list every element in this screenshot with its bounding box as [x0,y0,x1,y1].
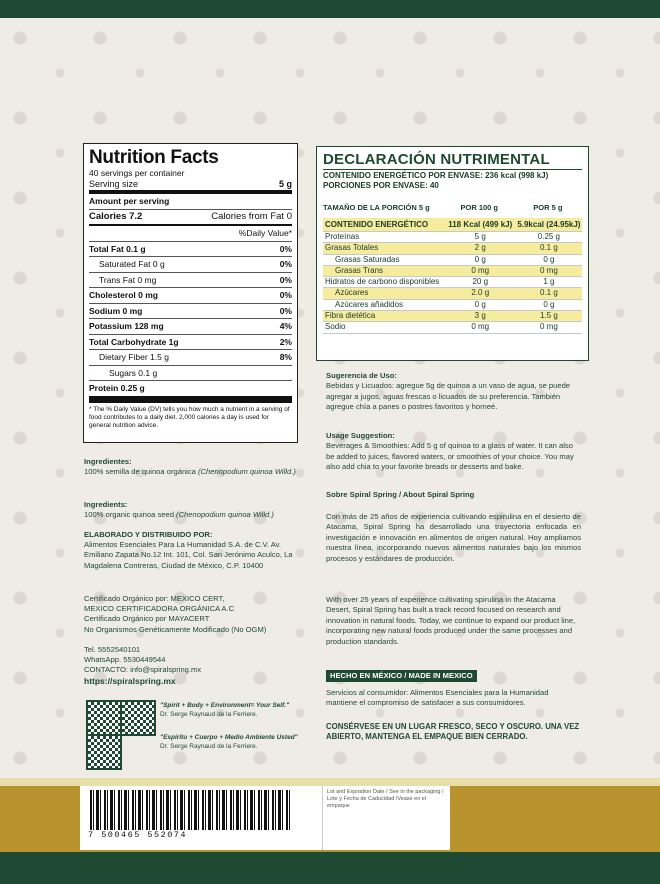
bottom-bar [0,852,660,884]
nutrient-label: Sodium 0 mg [89,305,143,316]
declaracion-label: Grasas Trans [323,265,445,276]
nutrient-row [89,256,292,272]
declaracion-label: Azúcares añadidos [323,299,445,310]
top-bar [0,0,660,18]
hecho-en-mexico-badge: HECHO EN MÉXICO / MADE IN MEXICO [326,670,477,682]
usage-heading: Usage Suggestion: [326,431,395,440]
ingredients-main: 100% organic quinoa seed [84,510,177,520]
elaborado-heading: ELABORADO Y DISTRIBUIDO POR: [84,530,213,539]
calories-row [89,209,292,225]
hecho-block [326,670,581,682]
nutrient-label: Cholesterol 0 mg [89,290,158,300]
declaracion-5g: 0.1 g [514,288,582,299]
declaracion-100g: 0 mg [445,322,514,333]
cert-line-3: Certificado Orgánico por MAYACERT [84,614,210,624]
qr-code-1[interactable] [86,700,122,736]
usage-text: Beverages & Smoothies: Add 5 g of quinoa to a glass of water. It can also be added to juices, flavored waters, or smoothies of your choice. You may also add chia to your favorite breads or desserts and bake. [326,441,574,472]
declaracion-5g: 1 g [514,277,582,288]
declaracion-100g: 3 g [445,311,514,322]
nutrient-dv: 0% [279,259,292,269]
porciones-envase: PORCIONES POR ENVASE: 40 [323,181,439,190]
col-head-5g: POR 5 g [533,203,563,212]
energy-row [323,218,582,232]
contact-email: CONTACTO: info@spiralspring.mx [84,665,202,675]
amount-per-serving [89,190,292,209]
declaracion-row [323,288,582,299]
declaracion-100g: 2.0 g [445,288,514,299]
declaracion-100g: 20 g [445,277,514,288]
declaracion-label: Hidratos de carbono disponibles [323,277,445,288]
barcode-number: 7 500465 552074 [88,830,188,840]
nutrient-row [89,380,292,399]
declaracion-100g: 0 mg [445,265,514,276]
energy-100g: 118 Kcal (499 kJ) [445,218,514,232]
sobre-es-text: Con más de 25 años de experiencia cultivando espirulina en el desierto de Atacama, Spiral Spring ha desarrollado una trayectoria enfocada en investigación e innovación en alimentos de origen natural. Hoy ampliamos nuestra línea, incorporando nuevos alimentos naturales bajo los mismos procesos y estándares de producción. [326,512,581,563]
declaracion-5g: 0.25 g [514,232,582,243]
calories-from-fat: Calories from Fat 0 [211,210,292,222]
nutrition-facts-title: Nutrition Facts [89,147,219,168]
ingredients-text [84,510,304,520]
nutrition-facts-panel [83,143,298,443]
declaracion-row [323,265,582,276]
nutrient-row [89,303,292,319]
nutrient-dv: 8% [279,352,292,362]
declaracion-row [323,322,582,333]
calories-label: Calories 7.2 [89,210,143,222]
declaracion-5g: 0.1 g [514,243,582,254]
ingredients-block [84,500,304,520]
dv-header-row [89,224,292,241]
elaborado-text: Alimentos Esenciales Para La Humanidad S.A. de C.V. Av. Emiliano Zapata No.12 Int. 101, Col. San Jerónimo Aculco, La Magdalena Contreras, Ciudad de México, C.P. 10400 [84,540,293,570]
declaracion-5g: 0 g [514,254,582,265]
nutrient-dv: 0% [279,243,292,254]
declaracion-label: Grasas Saturadas [323,254,445,265]
cert-line-2: MEXICO CERTIFICADORA ORGÁNICA A.C [84,604,235,614]
servings-per-container: 40 servings per container [89,168,185,178]
certificacion-block [84,594,304,635]
declaracion-100g: 5 g [445,232,514,243]
nutrient-label: Sugars 0.1 g [109,367,158,378]
nutrient-label: Total Fat 0.1 g [89,243,146,254]
nutrient-row [89,318,292,334]
nutrition-footnote: * The % Daily Value (DV) tells you how much a nutrient in a serving of food contributes to a daily diet. 2,000 calories a day is used for general nutrition advice. [89,399,292,430]
declaracion-row [323,254,582,265]
declaracion-row [323,299,582,310]
ingredientes-text [84,467,304,477]
cream-strip [0,778,660,786]
col-head-porcion: TAMAÑO DE LA PORCIÓN 5 g [323,203,430,212]
whatsapp: WhatsApp. 5530449544 [84,655,166,665]
nutrient-dv: 0% [279,274,292,285]
telephone: Tel. 5552540101 [84,645,141,654]
sobre-en-text: With over 25 years of experience cultivating spirulina in the Atacama Desert, Spiral Spring has built a track record focused on research and innovation in natural foods. Today, we continue to expand our product line, incorporating new natural foods produced under the same processes and production standards. [326,595,576,646]
declaracion-row [323,232,582,243]
declaracion-label: Sodio [323,322,445,333]
quote-spanish-author: Dr. Serge Raynaud de la Ferriere. [160,742,258,750]
sugerencia-block [326,371,581,413]
declaracion-100g: 0 g [445,299,514,310]
energy-5g: 5.9kcal (24.95kJ) [514,218,582,232]
nutrient-rows [89,241,292,399]
nutrient-dv: 2% [279,336,292,347]
serving-size-row [89,178,292,190]
ingredientes-heading: Ingredientes: [84,457,132,466]
declaracion-label: Azúcares [323,288,445,299]
nutrient-label: Saturated Fat 0 g [99,259,165,269]
quote-english [160,702,310,719]
nutrient-label: Dietary Fiber 1.5 g [99,352,169,362]
elaborado-block [84,530,304,571]
nutrient-label: Potassium 128 mg [89,321,164,331]
nutrient-label: Protein 0.25 g [89,383,145,393]
declaracion-title: DECLARACIÓN NUTRIMENTAL [323,151,550,168]
nutrient-row [89,287,292,303]
cert-line-4: No Organismos Genéticamente Modificado (No OGM) [84,624,267,634]
quote-spanish [160,734,310,751]
declaracion-label: Fibra dietética [323,311,445,322]
serving-size-value: 5 g [278,179,292,189]
nutrient-row [89,349,292,365]
sobre-heading: Sobre Spiral Spring / About Spiral Spring [326,490,475,499]
qr-code-2[interactable] [120,700,156,736]
amount-per-serving-label: Amount per serving [89,196,170,206]
daily-value-header: %Daily Value* [238,228,292,238]
declaracion-nutrimental-panel [316,146,589,361]
nutrient-row [89,334,292,350]
website-link[interactable]: https://spiralspring.mx [84,675,176,686]
quote-spanish-text: "Espíritu + Cuerpo + Medio Ambiente Usted" [160,734,298,741]
declaracion-100g: 0 g [445,254,514,265]
nutrient-dv: 0% [279,290,292,300]
sugerencia-text: Bebidas y Licuados: agregue 5g de quinoa a un vaso de agua, se puede agregar a jugos, aguas frescas o licuados de su preferencia. También agregue chía a panes o postres favoritos y horneé. [326,381,571,412]
declaracion-label: Grasas Totales [323,243,445,254]
declaracion-5g: 0 mg [514,322,582,333]
contact-block [84,645,304,686]
nutrient-dv: 0% [279,305,292,316]
qr-code-3[interactable] [86,734,122,770]
conservese-text: CONSÉRVESE EN UN LUGAR FRESCO, SECO Y OSCURO. UNA VEZ ABIERTO, MANTENGA EL EMPAQUE BIEN CERRADO. [326,722,580,742]
barcode-bars [90,790,290,830]
nutrient-dv: 4% [279,321,292,331]
declaracion-5g: 0 g [514,299,582,310]
serving-size-label: Serving size [89,179,139,189]
servicios-text: Servicios al consumidor: Alimentos Esenciales para la Humanidad mantiene el compromiso de satisfacer a sus consumidores. [326,688,549,708]
contenido-energetico-envase: CONTENIDO ENERGÉTICO POR ENVASE: 236 kcal (998 kJ) [323,171,549,180]
nutrient-label: Total Carbohydrate 1g [89,336,179,347]
quote-english-author: Dr. Serge Raynaud de la Ferriere. [160,710,258,718]
declaracion-5g: 0 mg [514,265,582,276]
usage-block [326,431,581,473]
declaracion-table [323,197,582,334]
ingredientes-main: 100% semilla de quinoa orgánica [84,467,198,477]
nutrient-label: Trans Fat 0 mg [99,274,157,285]
energy-label: CONTENIDO ENERGÉTICO [323,218,445,232]
declaracion-5g: 1.5 g [514,311,582,322]
lot-expiration-note: Lot and Expiration Date / See in the packaging / Lote y Fecha de Caducidad /Vease en el empaque [322,786,450,850]
ingredientes-block [84,457,304,477]
barcode [80,786,322,850]
quote-english-text: "Spirit + Body + Environment= Your Self." [160,702,290,709]
cert-line-1: Certificado Orgánico por: MEXICO CERT, [84,594,225,603]
col-head-100g: POR 100 g [460,203,498,212]
nutrient-row [89,365,292,381]
ingredients-scientific: (Chenopodium quinoa Willd.) [176,510,274,520]
declaracion-row [323,243,582,254]
declaracion-label: Proteínas [323,232,445,243]
nutrient-row [89,241,292,257]
declaracion-100g: 2 g [445,243,514,254]
ingredientes-scientific: (Chenopodium quinoa Willd.) [197,467,296,477]
nutrient-row [89,272,292,288]
declaracion-row [323,311,582,322]
sugerencia-heading: Sugerencia de Uso: [326,371,397,380]
ingredients-heading: Ingredients: [84,500,128,509]
declaracion-row [323,277,582,288]
